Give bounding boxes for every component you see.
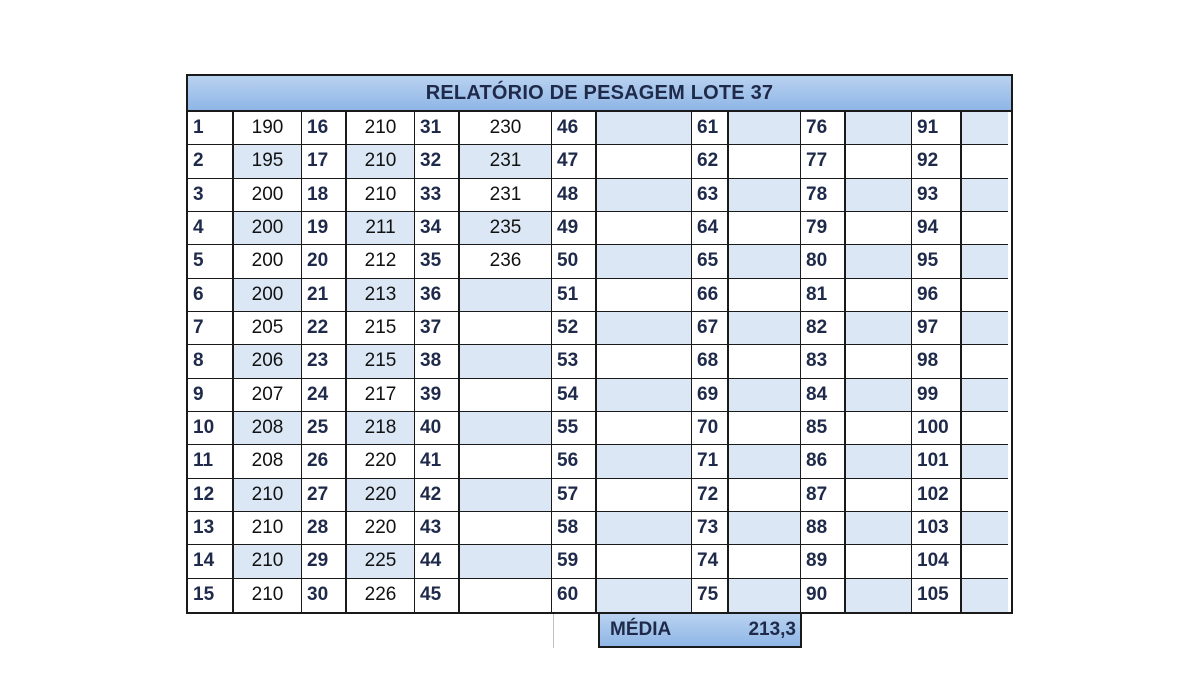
weight-value-cell [962, 212, 1008, 245]
item-number-cell: 46 [552, 112, 597, 145]
item-number-cell: 102 [912, 479, 962, 512]
average-value: 213,3 [748, 619, 796, 640]
item-number-cell: 84 [801, 379, 846, 412]
item-number-cell: 93 [912, 179, 962, 212]
weight-value-cell [846, 445, 912, 478]
weight-value-cell: 205 [234, 312, 302, 345]
weight-value-cell: 220 [347, 479, 415, 512]
item-number-cell: 5 [188, 245, 234, 278]
item-number-cell: 94 [912, 212, 962, 245]
weight-value-cell [460, 579, 552, 612]
item-number-cell: 95 [912, 245, 962, 278]
weight-value-cell [597, 345, 692, 378]
weight-value-cell [846, 245, 912, 278]
item-number-cell: 105 [912, 579, 962, 612]
weight-value-cell: 210 [347, 112, 415, 145]
weight-value-cell: 200 [234, 245, 302, 278]
weight-value-cell [846, 145, 912, 178]
weight-value-cell [729, 579, 801, 612]
weight-value-cell [597, 245, 692, 278]
item-number-cell: 97 [912, 312, 962, 345]
weights-grid [188, 112, 1011, 612]
weight-value-cell [597, 579, 692, 612]
weight-value-cell [597, 379, 692, 412]
weight-value-cell: 213 [347, 279, 415, 312]
weight-value-cell: 210 [347, 145, 415, 178]
item-number-cell: 13 [188, 512, 234, 545]
weight-value-cell [729, 179, 801, 212]
item-number-cell: 17 [302, 145, 347, 178]
item-number-cell: 73 [692, 512, 729, 545]
weight-value-cell: 190 [234, 112, 302, 145]
item-number-cell: 40 [415, 412, 460, 445]
weight-value-cell [460, 345, 552, 378]
weight-value-cell [460, 312, 552, 345]
weight-value-cell [846, 545, 912, 578]
item-number-cell: 87 [801, 479, 846, 512]
weight-value-cell [846, 412, 912, 445]
weight-value-cell [597, 479, 692, 512]
weight-value-cell [597, 445, 692, 478]
item-number-cell: 92 [912, 145, 962, 178]
item-number-cell: 26 [302, 445, 347, 478]
item-number-cell: 67 [692, 312, 729, 345]
item-number-cell: 83 [801, 345, 846, 378]
weight-value-cell [846, 212, 912, 245]
weight-value-cell [962, 312, 1008, 345]
item-number-cell: 33 [415, 179, 460, 212]
weight-value-cell [846, 512, 912, 545]
weight-value-cell: 200 [234, 212, 302, 245]
weight-value-cell [729, 479, 801, 512]
item-number-cell: 35 [415, 245, 460, 278]
item-number-cell: 75 [692, 579, 729, 612]
item-number-cell: 74 [692, 545, 729, 578]
weight-value-cell: 212 [347, 245, 415, 278]
weight-value-cell: 231 [460, 145, 552, 178]
item-number-cell: 77 [801, 145, 846, 178]
weight-value-cell [962, 145, 1008, 178]
item-number-cell: 45 [415, 579, 460, 612]
item-number-cell: 22 [302, 312, 347, 345]
item-number-cell: 42 [415, 479, 460, 512]
weight-value-cell [597, 112, 692, 145]
item-number-cell: 47 [552, 145, 597, 178]
weight-value-cell [729, 412, 801, 445]
item-number-cell: 81 [801, 279, 846, 312]
weight-value-cell [962, 479, 1008, 512]
weight-value-cell: 211 [347, 212, 415, 245]
weight-value-cell [962, 579, 1008, 612]
weight-value-cell: 208 [234, 445, 302, 478]
item-number-cell: 21 [302, 279, 347, 312]
item-number-cell: 65 [692, 245, 729, 278]
weight-value-cell: 215 [347, 345, 415, 378]
item-number-cell: 10 [188, 412, 234, 445]
item-number-cell: 23 [302, 345, 347, 378]
item-number-cell: 2 [188, 145, 234, 178]
weight-value-cell [846, 345, 912, 378]
item-number-cell: 43 [415, 512, 460, 545]
item-number-cell: 36 [415, 279, 460, 312]
weight-value-cell: 210 [234, 545, 302, 578]
weight-value-cell [729, 212, 801, 245]
item-number-cell: 54 [552, 379, 597, 412]
item-number-cell: 57 [552, 479, 597, 512]
item-number-cell: 19 [302, 212, 347, 245]
item-number-cell: 68 [692, 345, 729, 378]
weight-value-cell [846, 379, 912, 412]
weight-value-cell [962, 245, 1008, 278]
report-title: RELATÓRIO DE PESAGEM LOTE 37 [188, 76, 1011, 112]
item-number-cell: 86 [801, 445, 846, 478]
item-number-cell: 89 [801, 545, 846, 578]
weight-value-cell [729, 345, 801, 378]
weighing-report-table [186, 74, 1013, 614]
item-number-cell: 104 [912, 545, 962, 578]
weight-value-cell [460, 479, 552, 512]
item-number-cell: 79 [801, 212, 846, 245]
weight-value-cell [962, 345, 1008, 378]
item-number-cell: 16 [302, 112, 347, 145]
weight-value-cell [729, 545, 801, 578]
weight-value-cell [460, 279, 552, 312]
item-number-cell: 27 [302, 479, 347, 512]
weight-value-cell: 207 [234, 379, 302, 412]
weight-value-cell: 217 [347, 379, 415, 412]
weight-value-cell [846, 112, 912, 145]
weight-value-cell: 210 [234, 579, 302, 612]
weight-value-cell [729, 245, 801, 278]
weight-value-cell: 210 [347, 179, 415, 212]
item-number-cell: 103 [912, 512, 962, 545]
item-number-cell: 32 [415, 145, 460, 178]
item-number-cell: 4 [188, 212, 234, 245]
weight-value-cell [846, 312, 912, 345]
weight-value-cell [460, 412, 552, 445]
item-number-cell: 7 [188, 312, 234, 345]
item-number-cell: 69 [692, 379, 729, 412]
item-number-cell: 91 [912, 112, 962, 145]
item-number-cell: 1 [188, 112, 234, 145]
item-number-cell: 53 [552, 345, 597, 378]
weight-value-cell [962, 412, 1008, 445]
weight-value-cell: 220 [347, 445, 415, 478]
weight-value-cell: 215 [347, 312, 415, 345]
item-number-cell: 76 [801, 112, 846, 145]
item-number-cell: 98 [912, 345, 962, 378]
item-number-cell: 62 [692, 145, 729, 178]
item-number-cell: 99 [912, 379, 962, 412]
item-number-cell: 31 [415, 112, 460, 145]
weight-value-cell [597, 279, 692, 312]
item-number-cell: 34 [415, 212, 460, 245]
item-number-cell: 8 [188, 345, 234, 378]
weight-value-cell [597, 145, 692, 178]
item-number-cell: 14 [188, 545, 234, 578]
weight-value-cell [729, 312, 801, 345]
weight-value-cell [460, 379, 552, 412]
weight-value-cell [846, 279, 912, 312]
weight-value-cell [597, 412, 692, 445]
weight-value-cell: 210 [234, 512, 302, 545]
item-number-cell: 72 [692, 479, 729, 512]
weight-value-cell [597, 312, 692, 345]
weight-value-cell [597, 179, 692, 212]
weight-value-cell [962, 179, 1008, 212]
weight-value-cell [729, 145, 801, 178]
item-number-cell: 15 [188, 579, 234, 612]
weight-value-cell: 218 [347, 412, 415, 445]
weight-value-cell: 235 [460, 212, 552, 245]
weight-value-cell: 206 [234, 345, 302, 378]
weight-value-cell [460, 545, 552, 578]
weight-value-cell [460, 445, 552, 478]
weight-value-cell [962, 112, 1008, 145]
weight-value-cell [962, 279, 1008, 312]
item-number-cell: 30 [302, 579, 347, 612]
item-number-cell: 55 [552, 412, 597, 445]
item-number-cell: 80 [801, 245, 846, 278]
weight-value-cell [460, 512, 552, 545]
item-number-cell: 25 [302, 412, 347, 445]
weight-value-cell [597, 545, 692, 578]
item-number-cell: 58 [552, 512, 597, 545]
item-number-cell: 66 [692, 279, 729, 312]
item-number-cell: 101 [912, 445, 962, 478]
item-number-cell: 28 [302, 512, 347, 545]
item-number-cell: 64 [692, 212, 729, 245]
item-number-cell: 24 [302, 379, 347, 412]
weight-value-cell [597, 212, 692, 245]
weight-value-cell: 236 [460, 245, 552, 278]
weight-value-cell [846, 179, 912, 212]
item-number-cell: 29 [302, 545, 347, 578]
item-number-cell: 44 [415, 545, 460, 578]
item-number-cell: 56 [552, 445, 597, 478]
weight-value-cell [962, 445, 1008, 478]
weight-value-cell [729, 379, 801, 412]
weight-value-cell [846, 479, 912, 512]
weight-value-cell [962, 512, 1008, 545]
weight-value-cell [597, 512, 692, 545]
weight-value-cell [962, 379, 1008, 412]
item-number-cell: 52 [552, 312, 597, 345]
item-number-cell: 20 [302, 245, 347, 278]
weight-value-cell: 226 [347, 579, 415, 612]
item-number-cell: 38 [415, 345, 460, 378]
item-number-cell: 82 [801, 312, 846, 345]
item-number-cell: 18 [302, 179, 347, 212]
item-number-cell: 88 [801, 512, 846, 545]
item-number-cell: 78 [801, 179, 846, 212]
item-number-cell: 60 [552, 579, 597, 612]
average-label: MÉDIA [610, 619, 672, 640]
item-number-cell: 100 [912, 412, 962, 445]
weight-value-cell [729, 445, 801, 478]
item-number-cell: 9 [188, 379, 234, 412]
item-number-cell: 39 [415, 379, 460, 412]
item-number-cell: 49 [552, 212, 597, 245]
weight-value-cell [729, 112, 801, 145]
item-number-cell: 48 [552, 179, 597, 212]
weight-value-cell: 231 [460, 179, 552, 212]
weight-value-cell: 195 [234, 145, 302, 178]
item-number-cell: 50 [552, 245, 597, 278]
weight-value-cell: 230 [460, 112, 552, 145]
item-number-cell: 11 [188, 445, 234, 478]
item-number-cell: 51 [552, 279, 597, 312]
weight-value-cell: 208 [234, 412, 302, 445]
item-number-cell: 12 [188, 479, 234, 512]
weight-value-cell: 210 [234, 479, 302, 512]
weight-value-cell [729, 279, 801, 312]
item-number-cell: 37 [415, 312, 460, 345]
weight-value-cell [846, 579, 912, 612]
item-number-cell: 85 [801, 412, 846, 445]
weight-value-cell: 200 [234, 279, 302, 312]
item-number-cell: 6 [188, 279, 234, 312]
item-number-cell: 61 [692, 112, 729, 145]
item-number-cell: 96 [912, 279, 962, 312]
item-number-cell: 90 [801, 579, 846, 612]
item-number-cell: 70 [692, 412, 729, 445]
weight-value-cell: 220 [347, 512, 415, 545]
weight-value-cell: 225 [347, 545, 415, 578]
weight-value-cell [962, 545, 1008, 578]
cell-divider-line [553, 614, 554, 648]
item-number-cell: 3 [188, 179, 234, 212]
item-number-cell: 59 [552, 545, 597, 578]
item-number-cell: 71 [692, 445, 729, 478]
weight-value-cell [729, 512, 801, 545]
item-number-cell: 63 [692, 179, 729, 212]
average-summary-box [598, 612, 802, 648]
weight-value-cell: 200 [234, 179, 302, 212]
item-number-cell: 41 [415, 445, 460, 478]
